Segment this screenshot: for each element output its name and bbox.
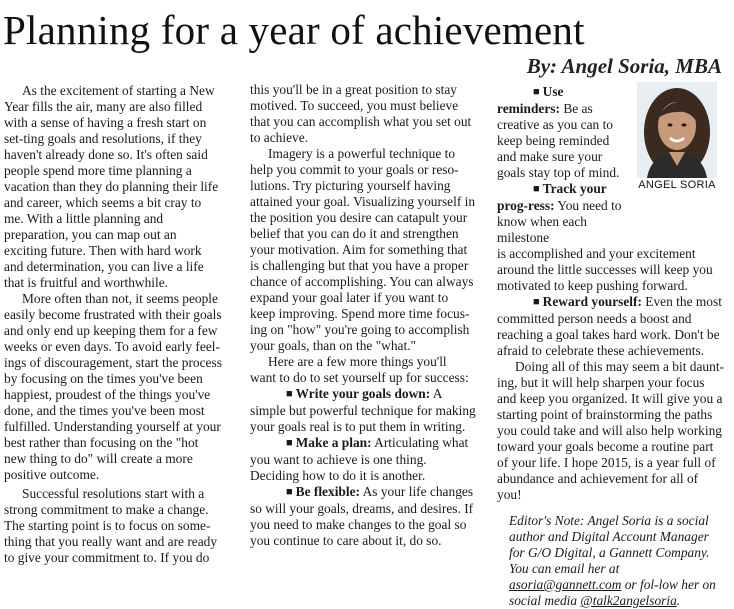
paragraph: More often than not, it seems people easily become frustrated with their goals and only end up keeping them for a few weeks or even days. To avoid early feel-ings of discouragement, start the process by focusing on the times you've been happiest, proudest of the things you've done, and the times you've been most fulfilled. Understanding yourself at your best rather than focusing on the "hot new thing to do" will create a more positive outcome. <box>4 291 222 482</box>
paragraph: Doing all of this may seem a bit daunt-ing, but it will help sharpen your focus and keep you organized. It will give you a starting point of brainstorming the paths you could take and will also help working toward your goals become a routine part of your life. I hope 2015, is a year full of abundance and achievement for all of you! <box>497 359 724 502</box>
bullet-lead: Track your prog-ress: <box>497 181 607 213</box>
note-text: . <box>676 593 681 608</box>
bullet-text: You need to know when each milestone <box>497 198 622 245</box>
bullet-text: A simple but powerful technique for making your goals real is to put them in writing. <box>250 386 476 434</box>
square-bullet-icon: ■ <box>533 183 540 195</box>
bullet-text: As your life changes so will your goals, dreams, and desires. If you need to make changes to the goal so you continue to care about it, do so. <box>250 484 474 548</box>
column-2 <box>250 82 476 549</box>
note-text: Editor's Note: Angel Soria is a social author and Digital Account Manager for G/O Digital, a Gannett Company. You can email her at <box>509 513 710 576</box>
bullet-be-flexible <box>250 484 476 549</box>
bullet-text: Be as creative as you can to keep being reminded and make sure your goals stay top of mind. <box>497 101 620 180</box>
square-bullet-icon: ■ <box>533 296 540 308</box>
bullet-make-plan <box>250 435 476 484</box>
square-bullet-icon: ■ <box>286 388 293 400</box>
editors-note <box>497 513 725 609</box>
byline: By: Angel Soria, MBA <box>526 54 722 78</box>
paragraph: is accomplished and your excitement around the little successes will keep you motivated to keep pushing forward. <box>497 246 713 293</box>
square-bullet-icon: ■ <box>286 486 293 498</box>
photo-caption: ANGEL SORIA <box>638 179 716 191</box>
bullet-text: Articulating what you want to achieve is one thing. Deciding how to do it is another. <box>250 435 469 483</box>
bullet-reward-yourself <box>497 294 725 359</box>
bullet-lead: Write your goals down: <box>295 386 431 401</box>
headline: Planning for a year of achievement <box>3 7 585 53</box>
author-email-link[interactable]: asoria@gannett.com <box>509 577 622 592</box>
square-bullet-icon: ■ <box>533 86 540 98</box>
bullet-lead: Use reminders: <box>497 84 564 116</box>
bullet-track-progress <box>497 181 623 246</box>
column-3 <box>497 84 725 609</box>
bullet-lead: Reward yourself: <box>542 294 642 309</box>
column-1 <box>4 83 222 566</box>
paragraph: Successful resolutions start with a strong commitment to make a change. The starting point is to focus on some-thing that you really want and are ready to give your commitment to. If you do <box>4 486 218 565</box>
paragraph: As the excitement of starting a New Year fills the air, many are also filled with a sense of having a fresh start on set-ting goals and resolutions, if they haven't already done so. It's often said people spend more time planning a vacation than they do planning their life and career, which seems a bit cray to me. With a little planning and preparation, you can map out an exciting future. Then with hard work and determination, you can live a life that is fruitful and worthwhile. <box>4 83 219 290</box>
bullet-lead: Be flexible: <box>295 484 360 499</box>
paragraph: Imagery is a powerful technique to help you commit to your goals or reso-lutions. Try picturing yourself having attained your goal. Visualizing yourself in the position you desire can catapult your belief that you can do it and strengthen your motivation. Aim for something that is challenging but that you have a proper chance of accomplishing. You can always expand your goal later if you want to keep improving. Spend more time focus-ing on "how" you're going to accomplish your goals, than on the "what." <box>250 146 476 353</box>
bullet-write-goals <box>250 386 476 435</box>
paragraph: Here are a few more things you'll want to do to set yourself up for success: <box>250 354 469 385</box>
square-bullet-icon: ■ <box>286 437 293 449</box>
paragraph: this you'll be in a great position to stay motived. To succeed, you must believe that you can accomplish what you set out to achieve. <box>250 82 472 145</box>
bullet-use-reminders <box>497 84 623 181</box>
note-text: or fol-low her on social media <box>509 577 716 608</box>
author-social-link[interactable]: @talk2angelsoria <box>580 593 677 608</box>
bullet-lead: Make a plan: <box>295 435 372 450</box>
bullet-text: Even the most committed person needs a boost and reaching a goal takes hard work. Don't be afraid to celebrate these achievements. <box>497 294 722 358</box>
